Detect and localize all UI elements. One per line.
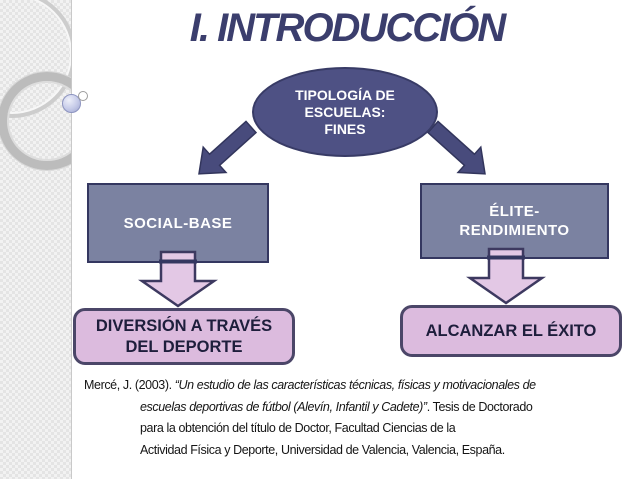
left-outcome-line: DIVERSIÓN A TRAVÉS	[95, 316, 273, 335]
citation-line: para la obtención del título de Doctor, Facultad Ciencias de la	[140, 421, 456, 435]
sidebar-texture	[0, 0, 72, 479]
left-branch-box	[87, 183, 269, 263]
root-node-ellipse	[252, 67, 438, 157]
slide-title: I. INTRODUCCIÓN	[189, 6, 505, 50]
decorative-ring-icon	[0, 72, 72, 170]
left-branch-label: SOCIAL-BASE	[123, 214, 233, 232]
citation-title-italic: escuelas deportivas de fútbol (Alevín, Infantil y Cadete)”	[140, 399, 427, 414]
citation-line: Actividad Física y Deporte, Universidad de Valencia, Valencia, España.	[140, 442, 505, 457]
citation-author: Mercé, J. (2003).	[84, 378, 175, 392]
citation	[84, 375, 536, 461]
left-outcome-line: DEL DEPORTE	[125, 337, 243, 356]
root-node-line: ESCUELAS:	[304, 103, 386, 120]
citation-title-italic: “Un estudio de las características técnicas, físicas y motivacionales de	[174, 378, 536, 392]
root-node-line: FINES	[324, 120, 366, 137]
decorative-dot-icon	[78, 91, 88, 101]
right-outcome-box	[400, 305, 622, 357]
citation-line	[140, 397, 536, 419]
left-outcome-box	[73, 308, 295, 365]
root-node-line: TIPOLOGÍA DE	[295, 86, 395, 103]
right-branch-label-line: RENDIMIENTO	[459, 222, 570, 239]
arrow-to-left-branch	[188, 114, 263, 186]
citation-detail: . Tesis de Doctorado	[426, 399, 533, 414]
right-branch-box	[420, 183, 609, 259]
right-branch-label-line: ÉLITE-	[489, 203, 540, 220]
citation-line	[84, 375, 536, 397]
right-outcome-label: ALCANZAR EL ÉXITO	[425, 321, 597, 340]
